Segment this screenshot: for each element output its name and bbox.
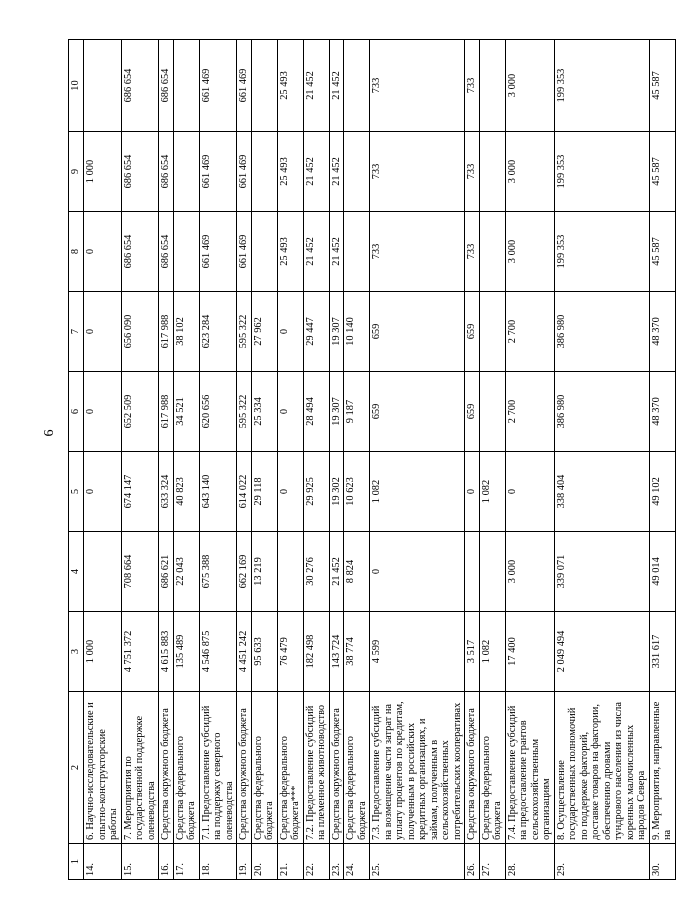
value-cell: 182 498 xyxy=(303,612,329,692)
value-cell: 1 082 xyxy=(370,452,465,532)
column-number-header: 7 xyxy=(69,292,84,372)
value-cell: 0 xyxy=(84,452,122,532)
table-row xyxy=(465,40,480,880)
column-number-header: 9 xyxy=(69,132,84,212)
row-number-cell: 14. xyxy=(84,844,122,880)
value-cell: 21 452 xyxy=(303,132,329,212)
page-number: 6 xyxy=(42,429,57,437)
row-label-cell: 7.3. Предоставление субсидий на возмещение части затрат на уплату процентов по кредитам, полученным в российских кредитных организациях, и займам, полученным в сельскохозяйственных потребительских кооперативах xyxy=(370,692,465,844)
value-cell: 3 000 xyxy=(505,132,554,212)
value-cell: 652 509 xyxy=(121,372,159,452)
table-row xyxy=(554,40,649,880)
value-cell: 29 118 xyxy=(251,452,277,532)
row-label-cell: Средства федерального бюджета xyxy=(173,692,199,844)
value-cell xyxy=(479,212,505,292)
table-row xyxy=(251,40,277,880)
column-number-header: 4 xyxy=(69,532,84,612)
value-cell: 708 664 xyxy=(121,532,159,612)
value-cell: 659 xyxy=(465,372,480,452)
value-cell: 338 404 xyxy=(554,452,649,532)
value-cell: 623 284 xyxy=(199,292,237,372)
value-cell: 21 452 xyxy=(329,40,344,132)
value-cell: 643 140 xyxy=(199,452,237,532)
value-cell: 733 xyxy=(465,212,480,292)
row-label-cell: 7. Мероприятия по государственной поддержке оленеводства xyxy=(121,692,159,844)
row-number-cell: 30. xyxy=(649,844,675,880)
row-number-cell: 18. xyxy=(199,844,237,880)
value-cell: 686 654 xyxy=(121,132,159,212)
value-cell: 1 082 xyxy=(479,612,505,692)
value-cell: 199 353 xyxy=(554,40,649,132)
table-header-row xyxy=(69,40,84,880)
value-cell: 659 xyxy=(465,292,480,372)
value-cell: 199 353 xyxy=(554,212,649,292)
value-cell: 4 615 883 xyxy=(159,612,174,692)
value-cell: 38 774 xyxy=(344,612,370,692)
table-row xyxy=(84,40,122,880)
value-cell: 25 493 xyxy=(277,40,303,132)
value-cell: 686 654 xyxy=(159,40,174,132)
value-cell: 199 353 xyxy=(554,132,649,212)
column-number-header: 10 xyxy=(69,40,84,132)
row-number-cell: 28. xyxy=(505,844,554,880)
value-cell: 0 xyxy=(370,532,465,612)
value-cell: 620 656 xyxy=(199,372,237,452)
value-cell: 45 587 xyxy=(649,132,675,212)
value-cell: 733 xyxy=(370,212,465,292)
value-cell: 4 451 242 xyxy=(237,612,252,692)
value-cell: 614 022 xyxy=(237,452,252,532)
value-cell: 17 400 xyxy=(505,612,554,692)
value-cell: 19 302 xyxy=(329,452,344,532)
row-number-cell: 29. xyxy=(554,844,649,880)
row-label-cell: Средства федерального бюджета xyxy=(251,692,277,844)
value-cell: 659 xyxy=(370,292,465,372)
row-label-cell: Средства окружного бюджета xyxy=(329,692,344,844)
column-number-header: 8 xyxy=(69,212,84,292)
value-cell: 0 xyxy=(465,452,480,532)
row-number-cell: 15. xyxy=(121,844,159,880)
value-cell xyxy=(251,132,277,212)
value-cell: 0 xyxy=(84,212,122,292)
value-cell: 686 654 xyxy=(159,132,174,212)
value-cell: 76 479 xyxy=(277,612,303,692)
value-cell: 662 169 xyxy=(237,532,252,612)
value-cell: 733 xyxy=(370,132,465,212)
value-cell: 13 219 xyxy=(251,532,277,612)
column-number-header: 2 xyxy=(69,692,84,844)
value-cell: 386 980 xyxy=(554,372,649,452)
value-cell xyxy=(344,132,370,212)
value-cell: 25 493 xyxy=(277,212,303,292)
value-cell: 25 334 xyxy=(251,372,277,452)
value-cell: 0 xyxy=(505,452,554,532)
value-cell: 21 452 xyxy=(329,532,344,612)
value-cell: 40 823 xyxy=(173,452,199,532)
value-cell xyxy=(479,132,505,212)
value-cell: 1 082 xyxy=(479,452,505,532)
value-cell: 617 988 xyxy=(159,292,174,372)
value-cell: 21 452 xyxy=(303,40,329,132)
row-label-cell: Средства окружного бюджета xyxy=(465,692,480,844)
value-cell xyxy=(251,212,277,292)
value-cell: 19 307 xyxy=(329,372,344,452)
table-row xyxy=(199,40,237,880)
row-number-cell: 23. xyxy=(329,844,344,880)
value-cell xyxy=(84,532,122,612)
table-row xyxy=(277,40,303,880)
row-label-cell: 7.4. Предоставление субсидий на предоставление грантов сельскохозяйственным организациям xyxy=(505,692,554,844)
value-cell xyxy=(479,532,505,612)
row-number-cell: 19. xyxy=(237,844,252,880)
value-cell xyxy=(84,40,122,132)
value-cell: 0 xyxy=(277,292,303,372)
row-number-cell: 21. xyxy=(277,844,303,880)
value-cell: 4 546 875 xyxy=(199,612,237,692)
value-cell: 10 623 xyxy=(344,452,370,532)
value-cell: 733 xyxy=(465,40,480,132)
value-cell: 633 324 xyxy=(159,452,174,532)
value-cell: 656 090 xyxy=(121,292,159,372)
value-cell: 135 489 xyxy=(173,612,199,692)
value-cell: 659 xyxy=(370,372,465,452)
row-label-cell: Средства федерального бюджета*** xyxy=(277,692,303,844)
value-cell: 49 102 xyxy=(649,452,675,532)
value-cell xyxy=(344,212,370,292)
value-cell xyxy=(251,40,277,132)
budget-table xyxy=(68,39,676,880)
value-cell xyxy=(277,532,303,612)
column-number-header: 3 xyxy=(69,612,84,692)
value-cell: 595 322 xyxy=(237,372,252,452)
value-cell: 661 469 xyxy=(237,40,252,132)
value-cell: 0 xyxy=(84,372,122,452)
value-cell xyxy=(173,40,199,132)
row-label-cell: 8. Осуществление государственных полномочий по поддержке факторий, доставке товаров на фактории, обеспечению дровами тундрового населения из числа коренных малочисленных народов Севера xyxy=(554,692,649,844)
table-row xyxy=(370,40,465,880)
rotated-table-area xyxy=(68,40,673,880)
value-cell: 25 493 xyxy=(277,132,303,212)
value-cell: 29 447 xyxy=(303,292,329,372)
row-label-cell: 7.2. Предоставление субсидий на племенное животноводство xyxy=(303,692,329,844)
table-body xyxy=(69,40,676,880)
value-cell: 143 724 xyxy=(329,612,344,692)
value-cell xyxy=(173,212,199,292)
value-cell: 675 388 xyxy=(199,532,237,612)
value-cell: 686 654 xyxy=(121,212,159,292)
value-cell xyxy=(465,532,480,612)
row-number-cell: 22. xyxy=(303,844,329,880)
value-cell: 386 980 xyxy=(554,292,649,372)
table-row xyxy=(505,40,554,880)
value-cell: 21 452 xyxy=(329,212,344,292)
value-cell: 45 587 xyxy=(649,212,675,292)
value-cell: 661 469 xyxy=(237,132,252,212)
value-cell: 1 000 xyxy=(84,132,122,212)
value-cell: 3 000 xyxy=(505,40,554,132)
table-row xyxy=(237,40,252,880)
value-cell xyxy=(479,292,505,372)
value-cell: 30 276 xyxy=(303,532,329,612)
value-cell: 2 700 xyxy=(505,292,554,372)
value-cell: 2 700 xyxy=(505,372,554,452)
value-cell: 4 751 372 xyxy=(121,612,159,692)
row-label-cell: 9. Мероприятия, направленные на xyxy=(649,692,675,844)
row-label-cell: Средства федерального бюджета xyxy=(479,692,505,844)
column-number-header: 1 xyxy=(69,844,84,880)
value-cell: 661 469 xyxy=(237,212,252,292)
table-row xyxy=(649,40,675,880)
value-cell: 8 824 xyxy=(344,532,370,612)
value-cell: 10 140 xyxy=(344,292,370,372)
row-number-cell: 25. xyxy=(370,844,465,880)
value-cell: 38 102 xyxy=(173,292,199,372)
value-cell xyxy=(479,372,505,452)
value-cell: 9 187 xyxy=(344,372,370,452)
value-cell: 21 452 xyxy=(303,212,329,292)
value-cell: 19 307 xyxy=(329,292,344,372)
value-cell: 21 452 xyxy=(329,132,344,212)
value-cell: 0 xyxy=(277,372,303,452)
value-cell: 339 071 xyxy=(554,532,649,612)
value-cell: 3 000 xyxy=(505,212,554,292)
value-cell: 49 014 xyxy=(649,532,675,612)
value-cell: 595 322 xyxy=(237,292,252,372)
value-cell: 45 587 xyxy=(649,40,675,132)
table-row xyxy=(344,40,370,880)
value-cell: 28 494 xyxy=(303,372,329,452)
value-cell: 27 962 xyxy=(251,292,277,372)
table-row xyxy=(159,40,174,880)
table-row xyxy=(303,40,329,880)
table-row xyxy=(121,40,159,880)
value-cell: 2 049 494 xyxy=(554,612,649,692)
value-cell: 661 469 xyxy=(199,40,237,132)
row-number-cell: 17. xyxy=(173,844,199,880)
value-cell xyxy=(173,132,199,212)
value-cell: 95 633 xyxy=(251,612,277,692)
value-cell xyxy=(479,40,505,132)
column-number-header: 5 xyxy=(69,452,84,532)
value-cell xyxy=(344,40,370,132)
row-number-cell: 27. xyxy=(479,844,505,880)
column-number-header: 6 xyxy=(69,372,84,452)
value-cell: 4 599 xyxy=(370,612,465,692)
value-cell: 0 xyxy=(277,452,303,532)
value-cell: 22 043 xyxy=(173,532,199,612)
table-row xyxy=(329,40,344,880)
value-cell: 661 469 xyxy=(199,132,237,212)
value-cell: 3 517 xyxy=(465,612,480,692)
row-number-cell: 16. xyxy=(159,844,174,880)
value-cell: 733 xyxy=(370,40,465,132)
value-cell: 48 370 xyxy=(649,372,675,452)
value-cell: 661 469 xyxy=(199,212,237,292)
table-container xyxy=(68,40,673,880)
value-cell: 686 654 xyxy=(159,212,174,292)
row-label-cell: Средства федерального бюджета xyxy=(344,692,370,844)
value-cell: 0 xyxy=(84,292,122,372)
value-cell: 674 147 xyxy=(121,452,159,532)
value-cell: 733 xyxy=(465,132,480,212)
row-label-cell: Средства окружного бюджета xyxy=(237,692,252,844)
value-cell: 34 521 xyxy=(173,372,199,452)
row-number-cell: 26. xyxy=(465,844,480,880)
value-cell: 686 621 xyxy=(159,532,174,612)
value-cell: 48 370 xyxy=(649,292,675,372)
row-number-cell: 24. xyxy=(344,844,370,880)
value-cell: 29 925 xyxy=(303,452,329,532)
row-label-cell: Средства окружного бюджета xyxy=(159,692,174,844)
table-row xyxy=(479,40,505,880)
table-row xyxy=(173,40,199,880)
value-cell: 331 617 xyxy=(649,612,675,692)
value-cell: 686 654 xyxy=(121,40,159,132)
row-number-cell: 20. xyxy=(251,844,277,880)
value-cell: 3 000 xyxy=(505,532,554,612)
row-label-cell: 6. Научно-исследовательские и опытно-конструкторские работы xyxy=(84,692,122,844)
row-label-cell: 7.1. Предоставление субсидий на поддержку северного оленеводства xyxy=(199,692,237,844)
value-cell: 1 000 xyxy=(84,612,122,692)
value-cell: 617 988 xyxy=(159,372,174,452)
